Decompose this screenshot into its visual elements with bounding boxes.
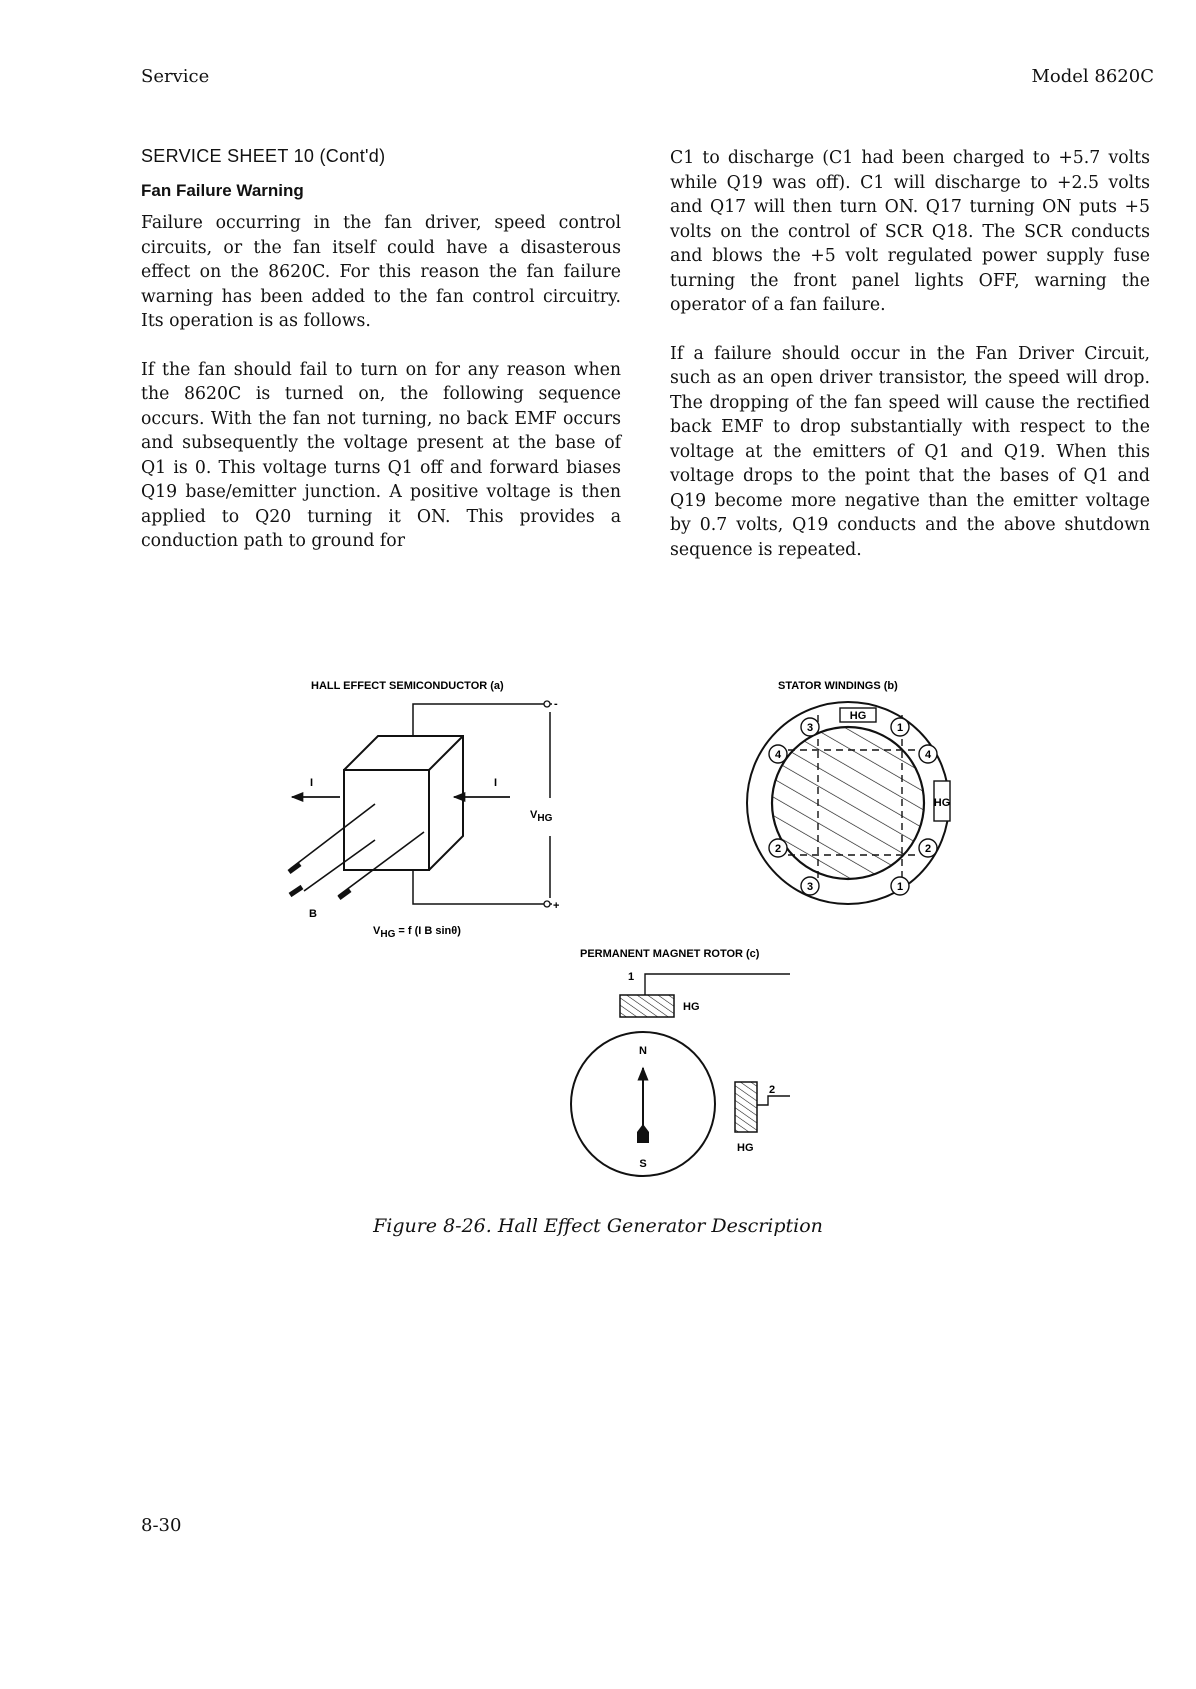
hg-sensor-upper xyxy=(620,995,674,1017)
hg-label-top: HG xyxy=(849,710,867,722)
page-number: 8-30 xyxy=(141,1515,182,1536)
figure-caption: Figure 8-26. Hall Effect Generator Description xyxy=(373,1215,823,1237)
current-label-left: I xyxy=(310,777,314,789)
hall-voltage-leads xyxy=(413,704,552,904)
south-label: S xyxy=(639,1158,647,1170)
hall-effect-figure xyxy=(0,650,1196,1210)
field-label: B xyxy=(309,908,317,920)
winding-3-bottom: 3 xyxy=(806,881,814,893)
plus-terminal xyxy=(544,901,550,907)
winding-1-top: 1 xyxy=(896,722,904,734)
hg-label-side: HG xyxy=(737,1142,754,1154)
minus-sign: - xyxy=(554,698,558,710)
pin2-lead xyxy=(757,1096,790,1105)
right-column xyxy=(670,146,1150,586)
pin1-label: 1 xyxy=(628,971,635,983)
header-section: Service xyxy=(141,66,210,87)
left-column xyxy=(141,146,621,578)
hg-label-right: HG xyxy=(933,797,951,809)
current-label-right: I xyxy=(494,777,498,789)
south-pole-mark xyxy=(637,1124,649,1143)
paragraph: Failure occurring in the fan driver, speed control circuits, or the fan itself could have a disasterous effect on the 8620C. For this reason the fan failure warning has been added to the fan control circuitry. Its operation is as follows. xyxy=(141,213,621,331)
winding-3-top: 3 xyxy=(806,722,814,734)
winding-4-right: 4 xyxy=(924,749,932,761)
winding-1-bottom: 1 xyxy=(896,881,904,893)
magnetic-field-lines xyxy=(289,804,424,898)
diagram-a-title: HALL EFFECT SEMICONDUCTOR (a) xyxy=(311,680,504,692)
winding-2-right: 2 xyxy=(924,843,932,855)
hall-formula: VHG = f (I B sinθ) xyxy=(373,925,461,940)
north-label: N xyxy=(639,1045,647,1057)
header-model: Model 8620C xyxy=(1031,66,1154,87)
winding-2-left: 2 xyxy=(774,843,782,855)
section-heading: Fan Failure Warning xyxy=(141,181,304,200)
plus-sign: + xyxy=(553,900,560,912)
sheet-title: SERVICE SHEET 10 (Cont'd) xyxy=(141,146,386,166)
minus-terminal xyxy=(544,701,550,707)
hg-sensor-side xyxy=(735,1082,757,1132)
diagram-b-title: STATOR WINDINGS (b) xyxy=(778,680,898,692)
hg-label-upper: HG xyxy=(683,1001,700,1013)
paragraph: If the fan should fail to turn on for any reason when the 8620C is turned on, the following sequence occurs. With the fan not turning, no back EMF occurs and subsequently the voltage present at the base of Q1 is 0. This voltage turns Q1 off and forward biases Q19 base/emitter junction. A positive voltage is then applied to Q20 turning it ON. This provides a conduction path to ground for xyxy=(141,359,621,551)
pin2-label: 2 xyxy=(769,1084,776,1096)
diagram-hall-semiconductor xyxy=(289,680,559,940)
diagram-stator-windings xyxy=(747,680,950,904)
diagram-c-title: PERMANENT MAGNET ROTOR (c) xyxy=(580,948,760,960)
paragraph: If a failure should occur in the Fan Driver Circuit, such as an open driver transistor, the speed will drop. The dropping of the fan speed will cause the rectified back EMF to drop substantially with respect to the voltage at the emitters of Q1 and Q19. When this voltage drops to the point that the bases of Q1 and Q19 become more negative than the emitter voltage by 0.7 volts, Q19 conducts and the above shutdown sequence is repeated. xyxy=(670,343,1150,560)
vhg-label: VHG xyxy=(530,809,553,824)
paragraph: C1 to discharge (C1 had been charged to +5.7 volts while Q19 was off). C1 will discharge to +2.5 volts and Q17 will then turn ON. Q17 turning ON puts +5 volts on the control of SCR Q18. The SCR conducts and blows the +5 volt regulated power supply fuse turning the front panel lights OFF, warning the operator of a fan failure. xyxy=(670,148,1150,315)
winding-4-left: 4 xyxy=(774,749,782,761)
diagram-magnet-rotor xyxy=(571,948,790,1176)
pin1-lead xyxy=(645,974,790,995)
